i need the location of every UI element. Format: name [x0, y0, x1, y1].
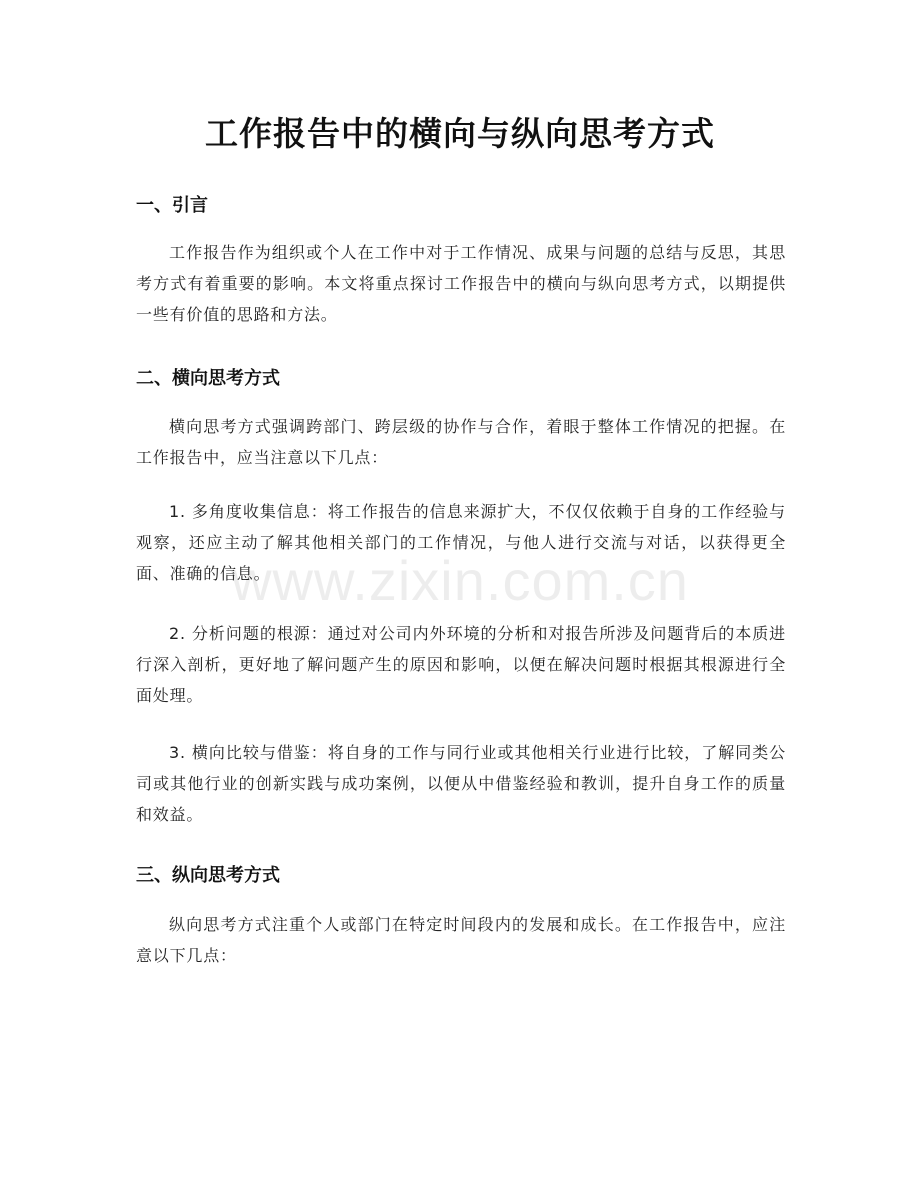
section-heading-horizontal-thinking: 二、横向思考方式	[136, 368, 280, 389]
paragraph-vertical-intro: 纵向思考方式注重个人或部门在特定时间段内的发展和成长。在工作报告中，应注意以下几点：	[136, 915, 786, 965]
list-item-root-cause: 2. 分析问题的根源：通过对公司内外环境的分析和对报告所涉及问题背后的本质进行深入剖析，更好地了解问题产生的原因和影响，以便在解决问题时根据其根源进行全面处理。	[136, 624, 786, 705]
watermark: www.zixin.com.cn	[231, 549, 689, 612]
paragraph-introduction: 工作报告作为组织或个人在工作中对于工作情况、成果与问题的总结与反思，其思考方式有着重要的影响。本文将重点探讨工作报告中的横向与纵向思考方式，以期提供一些有价值的思路和方法。	[136, 243, 786, 324]
list-item-multi-angle: 1. 多角度收集信息：将工作报告的信息来源扩大，不仅仅依赖于自身的工作经验与观察，还应主动了解其他相关部门的工作情况，与他人进行交流与对话，以获得更全面、准确的信息。	[136, 502, 786, 583]
section-heading-vertical-thinking: 三、纵向思考方式	[136, 865, 280, 886]
paragraph-horizontal-intro: 横向思考方式强调跨部门、跨层级的协作与合作，着眼于整体工作情况的把握。在工作报告中，应当注意以下几点：	[136, 417, 786, 467]
document-title: 工作报告中的横向与纵向思考方式	[205, 114, 715, 153]
list-item-comparison: 3. 横向比较与借鉴：将自身的工作与同行业或其他相关行业进行比较，了解同类公司或其他行业的创新实践与成功案例，以便从中借鉴经验和教训，提升自身工作的质量和效益。	[136, 743, 786, 824]
section-heading-introduction: 一、引言	[136, 195, 208, 216]
